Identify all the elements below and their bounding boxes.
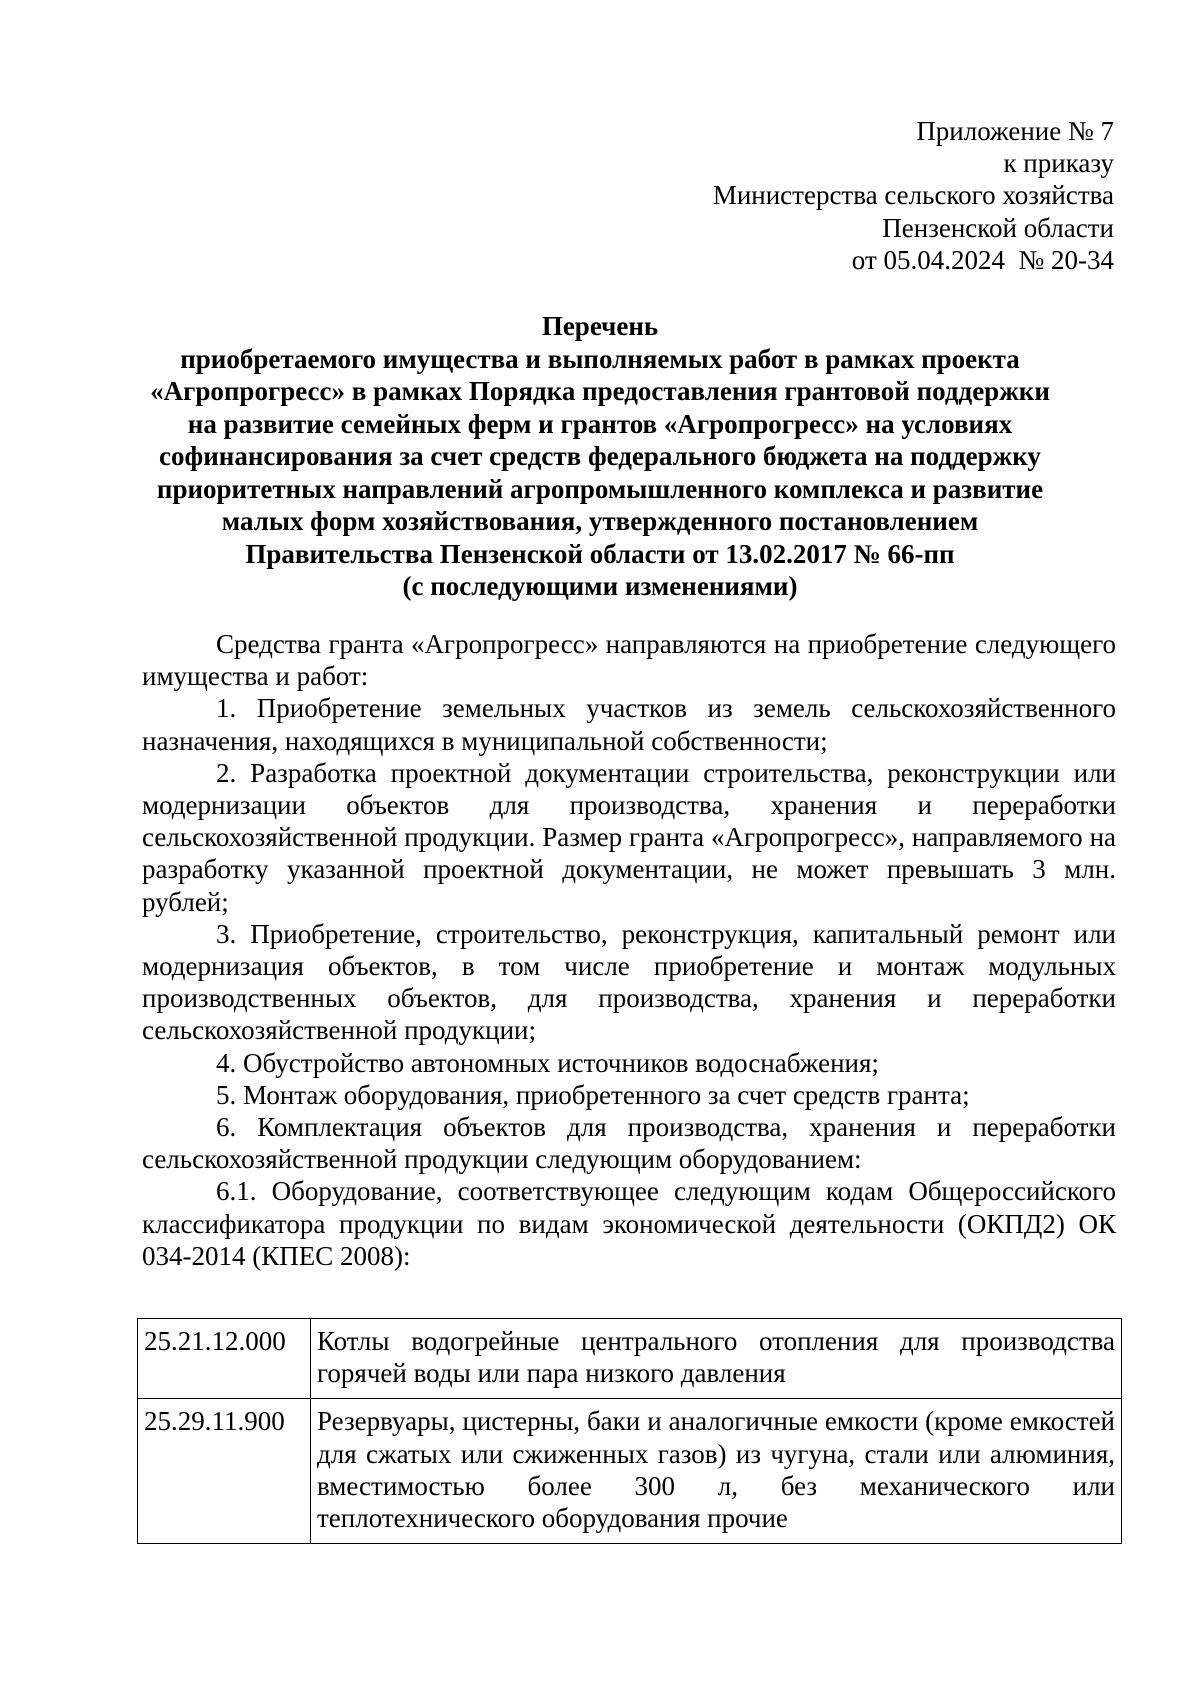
approval-block: [713, 115, 1114, 276]
description-cell: Котлы водогрейные центрального отопления для производства горячей воды или пара низкого давления: [311, 1319, 1122, 1399]
title-line: на развитие семейных ферм и грантов «Агропрогресс» на условиях: [187, 408, 1013, 439]
okpd2-code-cell: 25.21.12.000: [138, 1319, 311, 1399]
list-item-3: 3. Приобретение, строительство, реконструкция, капитальный ремонт или модернизация объектов, в том числе приобретение и монтаж модульных производственных объектов, для производства, хранения и переработки сельскохозяйственной продукции;: [142, 918, 1116, 1046]
title-line: Правительства Пензенской области от 13.02.2017 № 66-пп: [245, 538, 955, 569]
list-item-5: 5. Монтаж оборудования, приобретенного за счет средств гранта;: [216, 1079, 970, 1110]
list-item-6-1: 6.1. Оборудование, соответствующее следующим кодам Общероссийского классификатора продукции по видам экономической деятельности (ОКПД2) ОК 034-2014 (КПЕС 2008):: [142, 1176, 1116, 1271]
title-line: (с последующими изменениями): [402, 571, 798, 601]
okpd2-codes-table: [137, 1318, 1122, 1544]
list-item-1: 1. Приобретение земельных участков из земель сельскохозяйственного назначения, находящихся в муниципальной собственности;: [142, 693, 1116, 756]
intro-paragraph: Средства гранта «Агропрогресс» направляются на приобретение следующего имущества и работ:: [142, 629, 1116, 692]
ministry-name: Министерства сельского хозяйства: [712, 180, 1114, 211]
order-reference: к приказу: [1003, 148, 1114, 179]
title-line: малых форм хозяйствования, утвержденного постановлением: [221, 506, 979, 536]
okpd2-code-cell: 25.29.11.900: [138, 1399, 311, 1544]
title-line: приоритетных направлений агропромышленного комплекса и развитие: [156, 473, 1044, 504]
document-title: [140, 310, 1060, 603]
title-line: «Агропрогресс» в рамках Порядка предоставления грантовой поддержки: [150, 376, 1050, 406]
appendix-number: Приложение № 7: [916, 116, 1114, 146]
list-item-6: 6. Комплектация объектов для производства, хранения и переработки сельскохозяйственной продукции следующим оборудованием:: [142, 1112, 1116, 1175]
order-date-number: от 05.04.2024 № 20-34: [851, 244, 1114, 275]
description-cell: Резервуары, цистерны, баки и аналогичные емкости (кроме емкостей для сжатых или сжиженных газов) из чугуна, стали или алюминия, вместимостью более 300 л, без механического или теплотехнического оборудования прочие: [311, 1399, 1122, 1544]
list-item-2: 2. Разработка проектной документации строительства, реконструкции или модернизации объектов для производства, хранения и переработки сельскохозяйственной продукции. Размер гранта «Агропрогресс», направляемого на разработку указанной проектной документации, не может превышать 3 млн. рублей;: [142, 757, 1116, 917]
title-line: Перечень: [541, 311, 659, 341]
title-line: софинансирования за счет средств федерального бюджета на поддержку: [159, 441, 1041, 471]
list-item-4: 4. Обустройство автономных источников водоснабжения;: [216, 1047, 879, 1078]
title-line: приобретаемого имущества и выполняемых работ в рамках проекта: [180, 343, 1020, 374]
table-row: [138, 1319, 1122, 1399]
region-name: Пензенской области: [882, 212, 1114, 243]
table-row: [138, 1399, 1122, 1544]
document-body: [142, 628, 1116, 1272]
